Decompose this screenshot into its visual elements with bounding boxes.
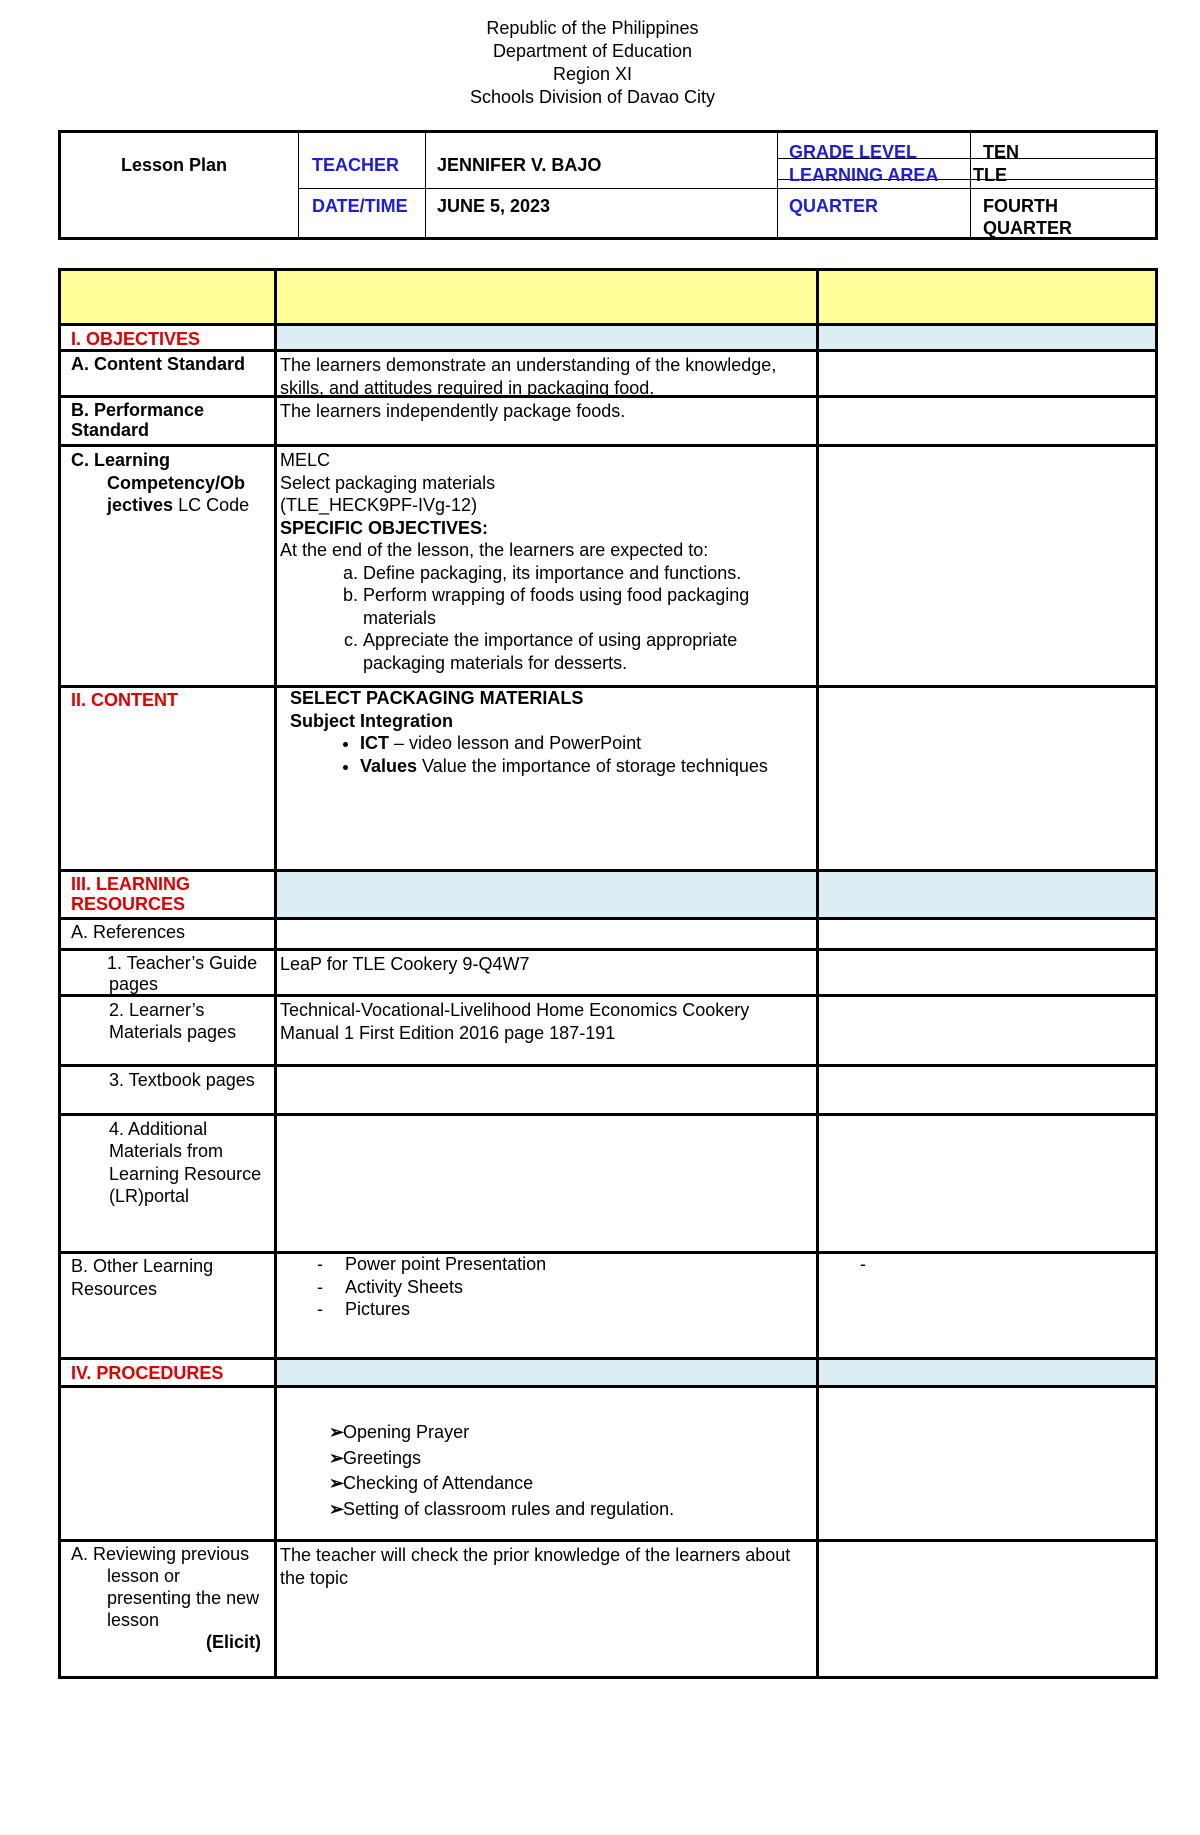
ict-text: – video lesson and PowerPoint [389, 733, 642, 753]
list-item [329, 1471, 815, 1497]
melc-title: Select packaging materials [280, 472, 496, 493]
content-standard-label: A. Content Standard [71, 354, 245, 374]
references-label: A. References [71, 922, 186, 942]
reviewing-label-text: A. Reviewing previous lesson or presenting the new lesson [71, 1544, 260, 1630]
objectives-heading: I. OBJECTIVES [71, 329, 201, 349]
procedures-shaded-row [277, 1360, 1155, 1385]
content-standard-text: The learners demonstrate an understanding of the knowledge, skills, and attitudes required in packaging food. [280, 355, 777, 398]
procedures-heading: IV. PROCEDURES [71, 1363, 224, 1383]
list-item: a. Define packaging, its importance and functions. [363, 562, 812, 585]
reviewing-label [61, 1541, 274, 1653]
teacher-value: JENNIFER V. BAJO [437, 155, 602, 175]
learning-resources-heading: III. LEARNING RESOURCES [71, 874, 191, 914]
competency-label-1: C. Learning [71, 450, 171, 470]
list-item: - Power point Presentation [309, 1253, 815, 1276]
list-item: - Activity Sheets [309, 1276, 815, 1299]
learning-area-label: LEARNING AREA [789, 165, 939, 185]
teachers-guide-label: 1. Teacher’s Guide pages [107, 953, 258, 994]
list-item: b. Perform wrapping of foods using food packaging materials [363, 584, 812, 629]
document-header [0, 17, 1185, 109]
melc-code: (TLE_HECK9PF-IVg-12) [280, 495, 478, 515]
learning-competency-text [277, 447, 815, 674]
melc-label: MELC [280, 450, 331, 470]
procedures-preliminary [277, 1420, 815, 1522]
yellow-header-row [61, 271, 1155, 323]
objectives-shaded-row [277, 326, 1155, 349]
competency-label-3: LC Code [173, 495, 250, 515]
objectives-list [280, 562, 812, 675]
other-resources-label: B. Other Learning Resources [71, 1256, 214, 1299]
lesson-plan-label: Lesson Plan [121, 155, 228, 175]
header-line-3: Region XI [552, 64, 633, 84]
quarter-value-2: QUARTER [983, 218, 1072, 238]
specific-objectives-heading: SPECIFIC OBJECTIVES: [280, 517, 489, 538]
learners-materials-label: 2. Learner’s Materials pages [109, 1000, 237, 1042]
arrow-icon: ➢ [329, 1447, 345, 1468]
other-resources-col3: - [860, 1254, 866, 1274]
lesson-info-table [58, 130, 1158, 240]
teachers-guide-text: LeaP for TLE Cookery 9-Q4W7 [280, 954, 530, 974]
list-item: c. Appreciate the importance of using appropriate packaging materials for desserts. [363, 629, 812, 674]
preliminary-item-text: Opening Prayer [343, 1422, 470, 1442]
elicit-label: (Elicit) [205, 1632, 261, 1652]
reviewing-text: The teacher will check the prior knowledge of the learners about the topic [280, 1545, 791, 1588]
date-time-label: DATE/TIME [312, 196, 408, 216]
other-resources-list [309, 1253, 815, 1321]
preliminary-list [277, 1420, 815, 1522]
teacher-label: TEACHER [312, 155, 400, 175]
list-item [329, 1420, 815, 1446]
preliminary-item-text: Setting of classroom rules and regulation. [343, 1498, 675, 1519]
other-resources-text [277, 1253, 815, 1321]
values-label: Values [360, 755, 418, 776]
header-line-1: Republic of the Philippines [486, 18, 699, 38]
arrow-icon: ➢ [329, 1498, 345, 1519]
learning-area-value: TLE [973, 165, 1007, 185]
list-item [329, 1446, 815, 1472]
objectives-intro: At the end of the lesson, the learners are expected to: [280, 540, 709, 560]
performance-standard-label: B. Performance Standard [71, 400, 205, 440]
quarter-value-1: FOURTH [983, 196, 1058, 216]
values-text: Value the importance of storage techniques [417, 755, 768, 776]
list-item: - Pictures [309, 1298, 815, 1321]
preliminary-item-text: Checking of Attendance [343, 1473, 534, 1493]
header-line-2: Department of Education [492, 41, 693, 61]
content-text [277, 687, 815, 777]
subject-integration: Subject Integration [290, 710, 454, 731]
quarter-label: QUARTER [789, 196, 878, 216]
list-item [360, 732, 815, 755]
additional-materials-label: 4. Additional Materials from Learning Resource (LR)portal [109, 1119, 262, 1207]
arrow-icon: ➢ [329, 1473, 345, 1493]
preliminary-item-text: Greetings [343, 1447, 422, 1468]
performance-standard-text: The learners independently package foods. [280, 401, 626, 421]
integration-list [290, 732, 815, 777]
learners-materials-text: Technical-Vocational-Livelihood Home Economics Cookery Manual 1 First Edition 2016 page 187-191 [280, 1000, 750, 1043]
grade-level-label: GRADE LEVEL [789, 142, 918, 162]
list-item [329, 1497, 815, 1523]
resources-shaded-row [277, 872, 1155, 917]
content-heading: II. CONTENT [71, 690, 178, 710]
header-line-4: Schools Division of Davao City [469, 87, 716, 107]
date-time-value: JUNE 5, 2023 [437, 196, 551, 216]
lesson-plan-table [58, 268, 1158, 1679]
textbook-label: 3. Textbook pages [109, 1070, 255, 1090]
arrow-icon: ➢ [329, 1422, 345, 1442]
ict-label: ICT [360, 733, 389, 753]
grade-level-value: TEN [983, 142, 1019, 162]
learning-competency-label [61, 447, 274, 517]
list-item [360, 755, 815, 778]
competency-label-2: Competency/Ob jectives [107, 472, 246, 515]
content-title: SELECT PACKAGING MATERIALS [290, 688, 584, 708]
